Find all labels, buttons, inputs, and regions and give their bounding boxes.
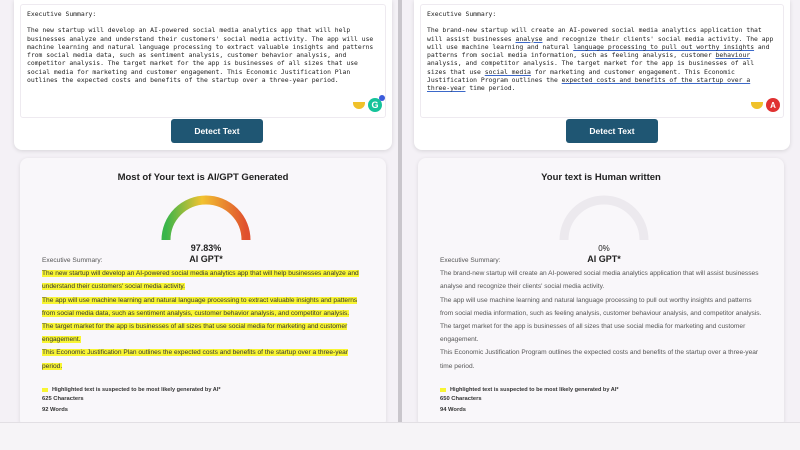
gauge-label: AI GPT* [189, 254, 223, 264]
extension-red-icon[interactable]: A [766, 98, 780, 112]
detect-text-button[interactable]: Detect Text [171, 119, 263, 143]
ai-gauge [156, 190, 256, 264]
gauge-label: AI GPT* [587, 254, 621, 264]
summary-sentence: The app will use machine learning and natural language processing to pull out worthy insights and patterns from social media information, such as feeling analysis, customer behaviour analysis, and competitor analysis. [440, 296, 762, 317]
bottom-strip [0, 422, 800, 450]
input-card [14, 0, 392, 150]
detect-text-button[interactable]: Detect Text [566, 119, 658, 143]
character-count: 650 Characters [440, 396, 482, 402]
highlight-legend [42, 387, 221, 393]
smile-icon[interactable] [353, 102, 365, 109]
input-heading: Executive Summary: [427, 10, 497, 18]
extension-icons [353, 98, 382, 112]
spellcheck-underline[interactable]: expected costs and benefits of the startup over a three-year [427, 76, 751, 93]
input-text: and recognize their clients' social media activity. The app will use machine learning and natural [427, 34, 774, 51]
input-body: The new startup will develop an AI-powered social media analytics app that will help businesses analyze and understand their customers' social media activity. The app will use machine learning and natural language processing to extract valuable insights and patterns from social media data, such as sentiment analysis, customer behavior analysis, and competitor analysis. The target market for the app is businesses of all sizes that use social media for marketing and customer engagement. This Economic Justification Plan outlines the expected costs and benefits of the startup over a three-year period. [27, 26, 374, 85]
highlight-swatch [42, 388, 48, 392]
gauge-arc [156, 190, 256, 240]
input-text: for marketing and customer engagement. This Economic Justification Program outlines the [427, 67, 735, 85]
highlighted-sentence: The new startup will develop an AI-powered social media analytics app that will help businesses analyze and understand their customers' social media activity. [42, 270, 359, 291]
smile-icon[interactable] [751, 102, 763, 109]
extension-icons [751, 98, 780, 112]
result-card [20, 158, 386, 422]
gauge-arc [554, 190, 654, 240]
spellcheck-underline[interactable]: analyse [515, 34, 543, 43]
spellcheck-underline[interactable]: behaviour [715, 51, 751, 60]
input-text: analysis, and competitor analysis. The target market for the app is businesses of all sizes that use [427, 59, 755, 76]
spellcheck-underline[interactable]: language processing to pull out worthy insights [573, 42, 755, 51]
legend-text: Highlighted text is suspected to be most likely generated by AI* [52, 387, 221, 393]
result-card [418, 158, 784, 422]
input-body [427, 26, 773, 92]
right-pane [402, 0, 800, 422]
highlighted-sentence: This Economic Justification Plan outlines the expected costs and benefits of the startup over a three-year period. [42, 349, 349, 370]
analyzed-text [440, 254, 764, 373]
input-text: The brand-new startup will create an AI-powered social media analytics application that will assist businesses [427, 26, 762, 43]
legend-text: Highlighted text is suspected to be most likely generated by AI* [450, 387, 619, 393]
analyzed-text [42, 254, 366, 373]
input-card [414, 0, 790, 150]
grammarly-icon[interactable]: G [368, 98, 382, 112]
highlight-legend [440, 387, 619, 393]
summary-sentence: This Economic Justification Program outlines the expected costs and benefits of the startup over a three-year time period. [440, 349, 759, 370]
summary-heading: Executive Summary: [42, 257, 103, 264]
left-pane [0, 0, 398, 422]
text-input-area[interactable] [20, 4, 386, 118]
summary-sentence: The target market for the app is businesses of all sizes that use social media for marketing and customer engagement. [440, 323, 746, 344]
input-text: time period. [465, 84, 516, 93]
highlighted-sentence: The target market for the app is businesses of all sizes that use social media for marketing and customer engagement. [42, 323, 348, 344]
highlight-swatch [440, 388, 446, 392]
ai-percent: 0% [598, 244, 610, 253]
text-input-area[interactable] [420, 4, 784, 118]
ai-gauge [554, 190, 654, 264]
summary-heading: Executive Summary: [440, 257, 501, 264]
ai-percent: 97.83% [190, 243, 222, 253]
result-title: Most of Your text is AI/GPT Generated [117, 172, 289, 183]
highlighted-sentence: The app will use machine learning and natural language processing to extract valuable insights and patterns from social media data, such as sentiment analysis, customer behavior analysis, and competitor analysis. [42, 296, 358, 317]
word-count: 92 Words [42, 407, 68, 413]
result-title: Your text is Human written [541, 172, 661, 183]
character-count: 625 Characters [42, 396, 84, 402]
input-text: and patterns from social media information, such as feeling analysis, customer [427, 42, 770, 60]
spellcheck-underline[interactable]: social media [484, 67, 531, 76]
input-heading: Executive Summary: [27, 10, 97, 18]
word-count: 94 Words [440, 407, 466, 413]
summary-sentence: The brand-new startup will create an AI-powered social media analytics application that will assist businesses analyse and recognize their clients' social media activity. [440, 270, 759, 291]
notification-badge [379, 95, 385, 101]
